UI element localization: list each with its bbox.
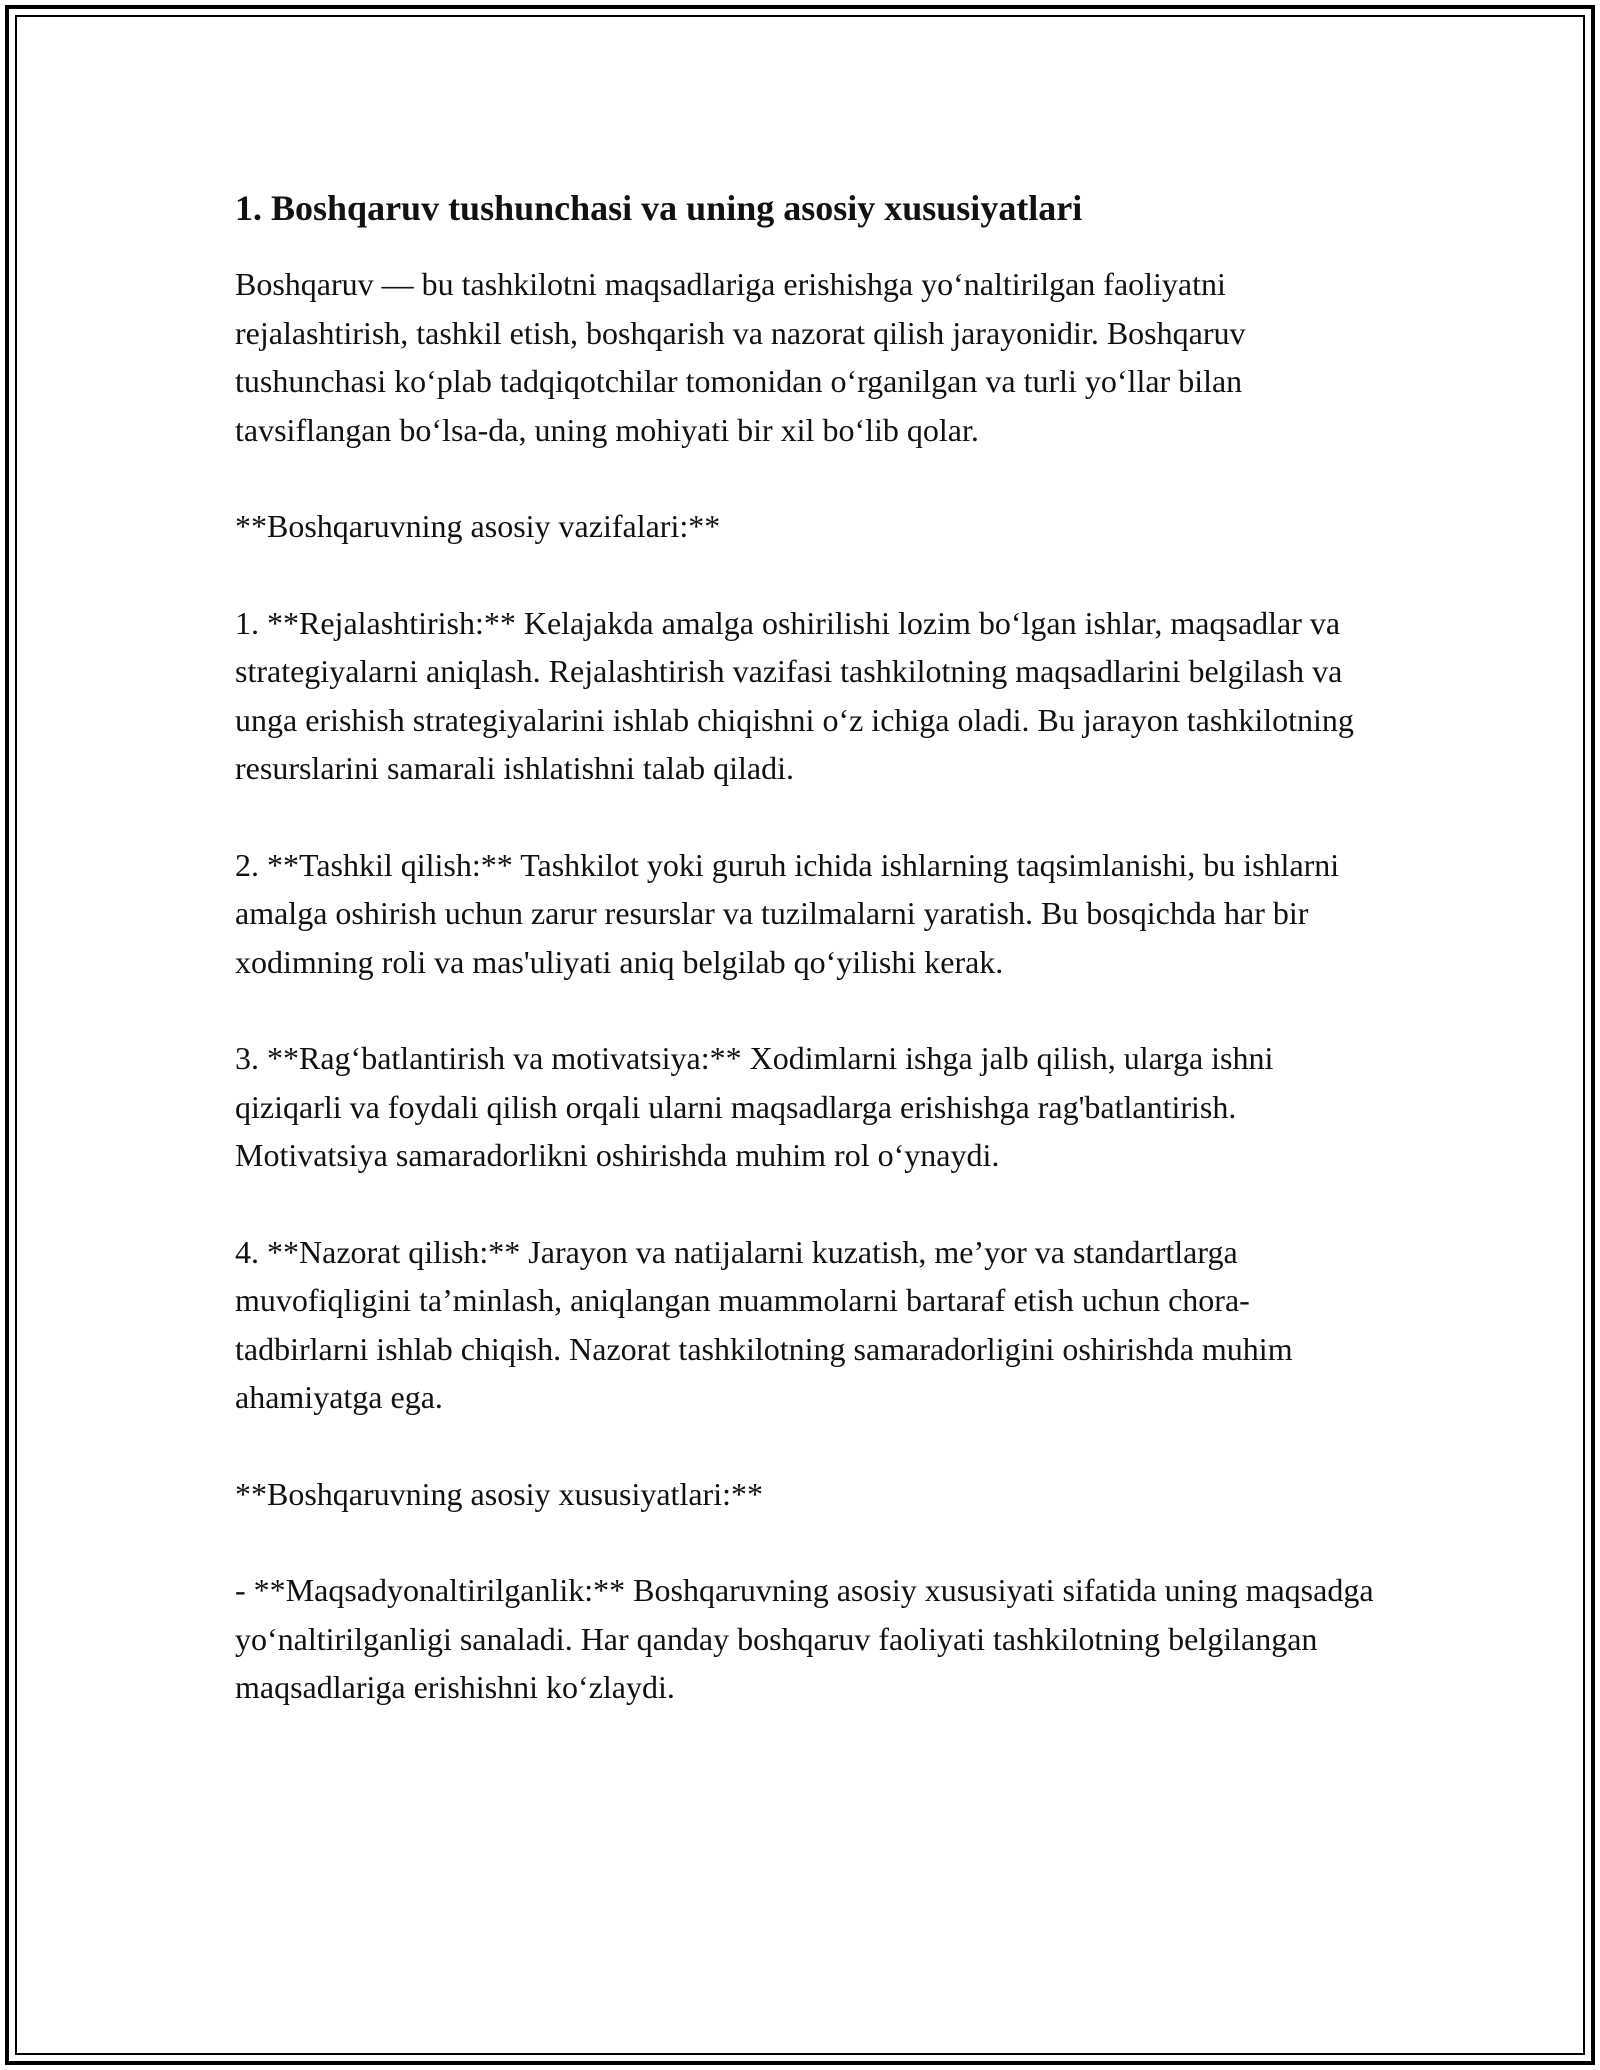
list-item-motivation: 3. **Rag‘batlantirish va motivatsiya:** Xodimlarni ishga jalb qilish, ularga ishni qiziqarli va foydali qilish orqali ularni maqsadlarga erishishga rag'batlantirish. Motivatsiya samaradorlikni oshirishda muhim rol o‘ynaydi.: [235, 1040, 1274, 1173]
list-item-control: 4. **Nazorat qilish:** Jarayon va natijalarni kuzatish, me’yor va standartlarga muvofiqligini ta’minlash, aniqlangan muammolarni bartaraf etish uchun chora-tadbirlarni ishlab chiqish. Nazorat tashkilotning samaradorligini oshirishda muhim ahamiyatga ega.: [235, 1233, 1293, 1415]
list-item-organizing: 2. **Tashkil qilish:** Tashkilot yoki guruh ichida ishlarning taqsimlanishi, bu ishlarni amalga oshirish uchun zarur resurslar va tuzilmalarni yaratish. Bu bosqichda har bir xodimning roli va mas'uliyati aniq belgilab qo‘yilishi kerak.: [235, 846, 1340, 980]
document-title: 1. Boshqaruv tushunchasi va uning asosiy xususiyatlari: [235, 188, 1083, 228]
intro-paragraph: Boshqaruv — bu tashkilotni maqsadlariga erishishga yo‘naltirilgan faoliyatni rejalashtirish, tashkil etish, boshqarish va nazorat qilish jarayonidir. Boshqaruv tushunchasi ko‘plab tadqiqotchilar tomonidan o‘rganilgan va turli yo‘llar bilan tavsiflangan bo‘lsa-da, uning mohiyati bir xil bo‘lib qolar.: [235, 266, 1246, 448]
list-item-planning: 1. **Rejalashtirish:** Kelajakda amalga oshirilishi lozim bo‘lgan ishlar, maqsadlar va strategiyalarni aniqlash. Rejalashtirish vazifasi tashkilotning maqsadlarini belgilash va unga erishish strategiyalarini ishlab chiqishni o‘z ichiga oladi. Bu jarayon tashkilotning resurslarini samarali ishlatishni talab qiladi.: [235, 604, 1354, 786]
list-item-goal-orientation: - **Maqsadyonaltirilganlik:** Boshqaruvning asosiy xususiyati sifatida uning maqsadga yo‘naltirilganligi sanaladi. Har qanday boshqaruv faoliyati tashkilotning belgilangan maqsadlariga erishishni ko‘zlaydi.: [235, 1572, 1374, 1705]
section-heading-tasks: **Boshqaruvning asosiy vazifalari:**: [235, 508, 721, 544]
document-body: [235, 186, 1375, 1760]
section-heading-features: **Boshqaruvning asosiy xususiyatlari:**: [235, 1475, 763, 1512]
